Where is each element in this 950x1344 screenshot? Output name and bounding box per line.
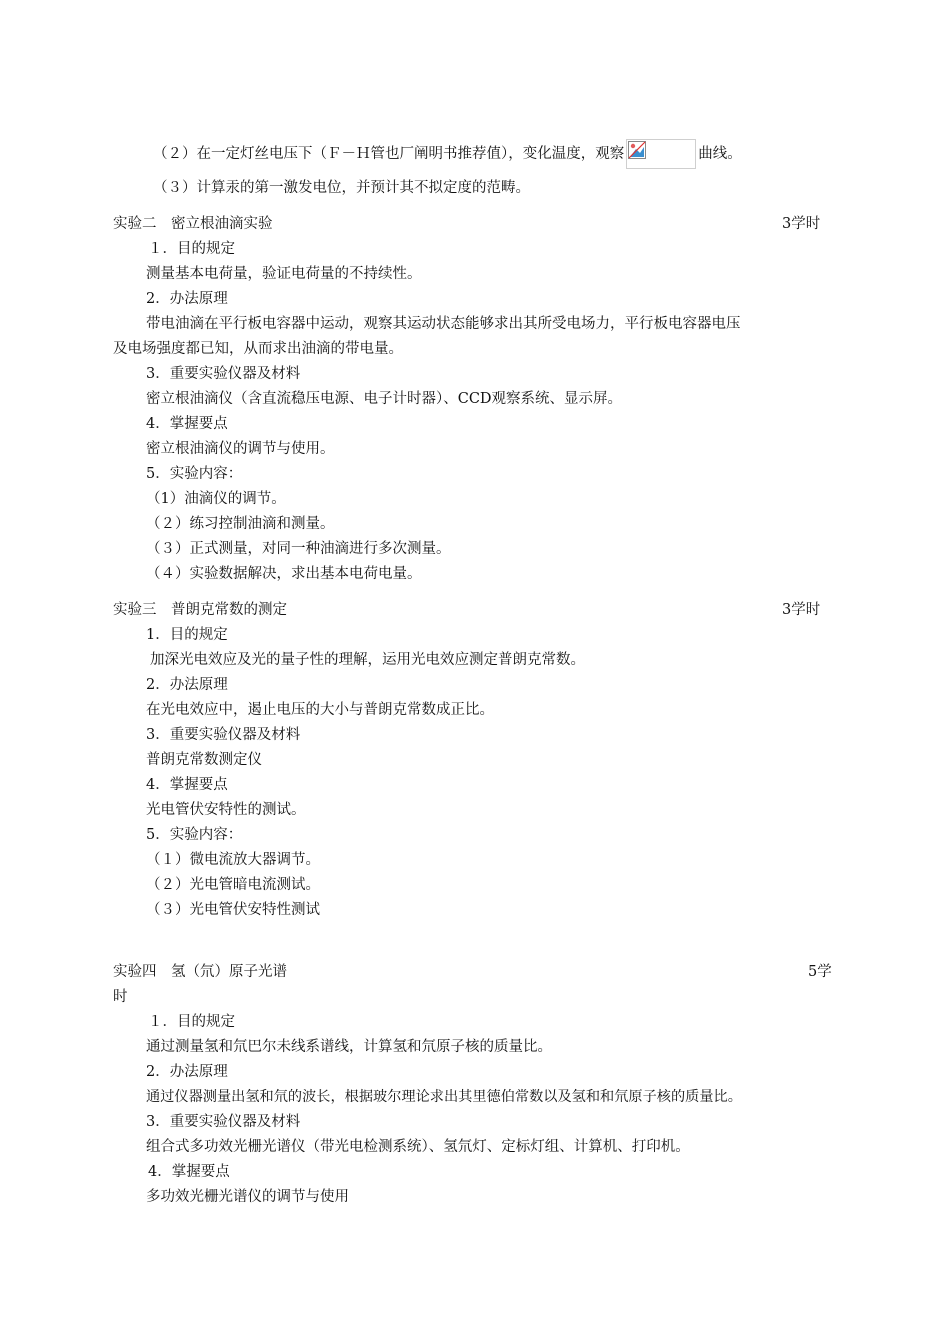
exp4-para-1: 通过测量氢和氘巴尔未线系谱线，计算氢和氘原子核的质量比。 — [146, 1039, 552, 1055]
exp4-hours-b: 时 — [113, 989, 128, 1005]
exp2-title: 实验二 密立根油滴实验 — [113, 216, 273, 232]
exp4-heading-1: １．目的规定 — [148, 1014, 235, 1030]
exp4-para-4: 多功效光栅光谱仪的调节与使用 — [146, 1189, 349, 1205]
intro-line-2-suffix: 曲线。 — [698, 146, 742, 162]
exp4-heading-2: 2．办法原理 — [146, 1064, 228, 1080]
exp2-item: （３）正式测量，对同一种油滴进行多次测量。 — [146, 541, 451, 557]
exp4-heading-3: 3．重要实验仪器及材料 — [146, 1114, 301, 1130]
exp2-para-2b: 及电场强度都已知，从而求出油滴的带电量。 — [113, 341, 403, 357]
exp2-para-3: 密立根油滴仪（含直流稳压电源、电子计时器）、CCD观察系统、显示屏。 — [146, 391, 623, 407]
exp2-heading-1: １．目的规定 — [148, 241, 235, 257]
exp2-heading-4: 4．掌握要点 — [146, 416, 228, 432]
exp3-heading-2: 2．办法原理 — [146, 677, 228, 693]
broken-image-icon — [628, 141, 646, 159]
exp2-item: （４）实验数据解决，求出基本电荷电量。 — [146, 566, 422, 582]
exp3-para-2: 在光电效应中，遏止电压的大小与普朗克常数成正比。 — [146, 702, 494, 718]
exp3-heading-4: 4．掌握要点 — [146, 777, 228, 793]
exp3-heading-3: 3．重要实验仪器及材料 — [146, 727, 301, 743]
exp2-para-4: 密立根油滴仪的调节与使用。 — [146, 441, 335, 457]
exp2-heading-5: 5．实验内容： — [146, 466, 243, 482]
exp4-para-2: 通过仪器测量出氢和氘的波长，根据玻尔理论求出其里德伯常数以及氢和和氘原子核的质量比。 — [146, 1089, 742, 1105]
exp3-heading-5: 5．实验内容： — [146, 827, 243, 843]
exp4-para-3: 组合式多功效光栅光谱仪（带光电检测系统）、氢氘灯、定标灯组、计算机、打印机。 — [146, 1139, 690, 1155]
exp2-para-1: 测量基本电荷量，验证电荷量的不持续性。 — [146, 266, 422, 282]
exp3-item: （１）微电流放大器调节。 — [146, 852, 320, 868]
exp4-title: 实验四 氢（氘）原子光谱 — [113, 964, 287, 980]
intro-line-3: （３）计算汞的第一激发电位，并预计其不拟定度的范畴。 — [153, 180, 530, 196]
exp3-para-3: 普朗克常数测定仪 — [146, 752, 262, 768]
exp3-item: （２）光电管暗电流测试。 — [146, 877, 320, 893]
exp2-hours: 3学时 — [782, 216, 821, 232]
exp3-item: （３）光电管伏安特性测试 — [146, 902, 320, 918]
intro-line-2 — [153, 139, 742, 169]
exp3-heading-1: 1．目的规定 — [146, 627, 228, 643]
exp2-item: （1）油滴仪的调节。 — [146, 491, 286, 507]
exp3-title: 实验三 普朗克常数的测定 — [113, 602, 287, 618]
exp4-heading-4: 4．掌握要点 — [148, 1164, 230, 1180]
curve-image-placeholder — [626, 139, 696, 169]
exp4-hours-a: 5学 — [808, 964, 832, 980]
exp3-para-1: 加深光电效应及光的量子性的理解，运用光电效应测定普朗克常数。 — [150, 652, 585, 668]
exp2-heading-3: 3．重要实验仪器及材料 — [146, 366, 301, 382]
exp2-para-2a: 带电油滴在平行板电容器中运动，观察其运动状态能够求出其所受电场力，平行板电容器电压 — [146, 316, 741, 332]
exp2-item: （２）练习控制油滴和测量。 — [146, 516, 335, 532]
exp3-para-4: 光电管伏安特性的测试。 — [146, 802, 306, 818]
intro-line-2-text: （２）在一定灯丝电压下（Ｆ－Ｈ管也厂阐明书推荐值），变化温度，观察 — [153, 146, 625, 162]
exp2-heading-2: 2．办法原理 — [146, 291, 228, 307]
exp3-hours: 3学时 — [782, 602, 821, 618]
